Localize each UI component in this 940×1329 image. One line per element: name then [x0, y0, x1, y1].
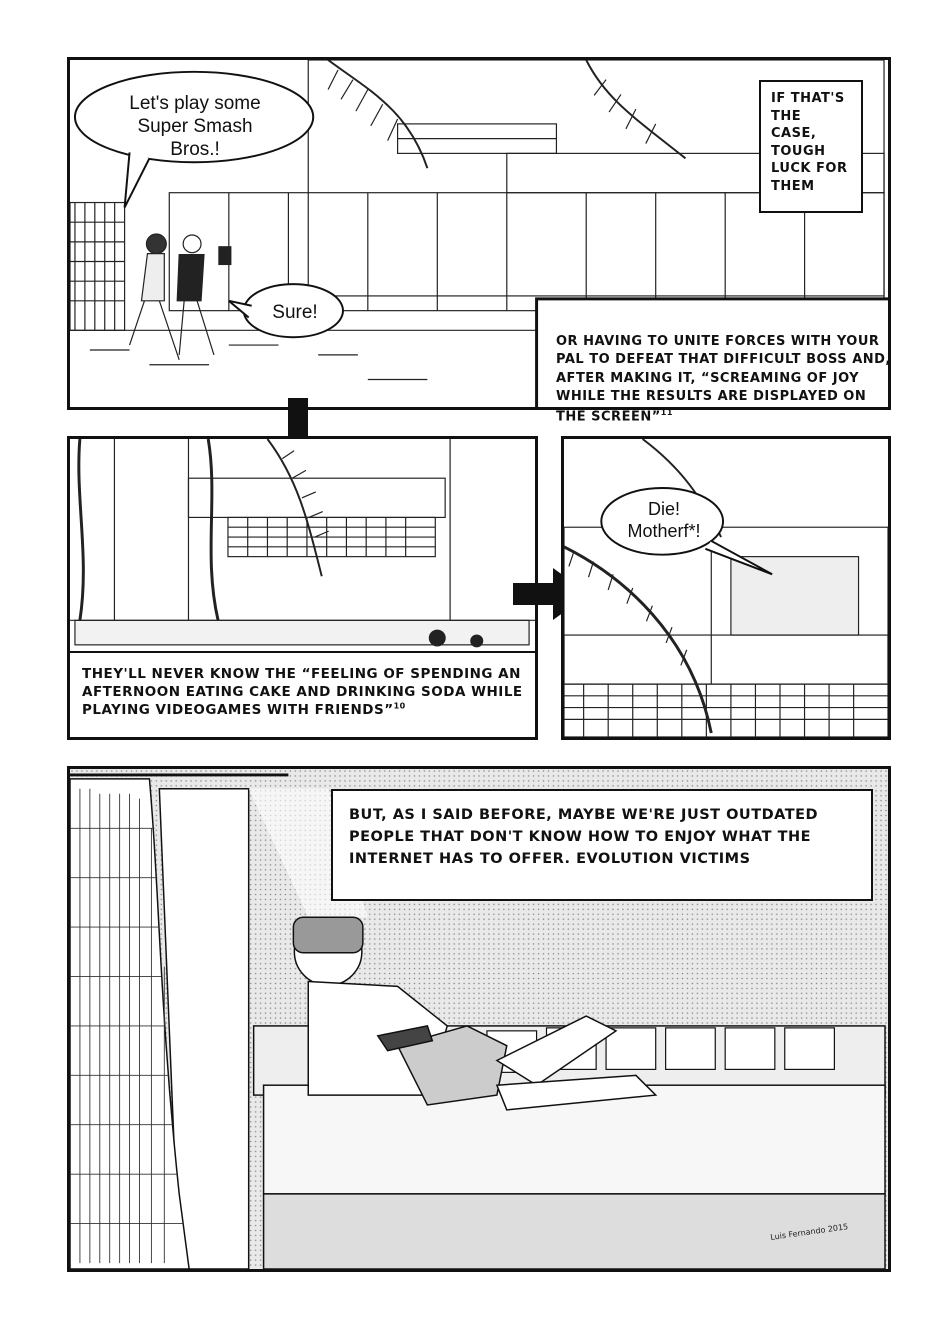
caption-tough-luck: IF THAT'S THE CASE, TOUGH LUCK FOR THEM [759, 80, 863, 213]
panel-3 [561, 436, 891, 740]
panel-2 [67, 436, 538, 740]
footnote-10: 10 [393, 701, 406, 711]
caption-never-know-text: THEY'LL NEVER KNOW THE “FEELING OF SPENDING AN AFTERNOON EATING CAKE AND DRINKING SODA WHILE PLAYING VIDEOGAMES WITH FRIENDS” [82, 666, 523, 719]
caption-unite-forces [556, 333, 896, 427]
speech-bubble-die: Die! Motherf*! [627, 499, 701, 541]
caption-never-know [70, 651, 535, 737]
panel-3-artwork [564, 439, 888, 737]
footnote-11: 11 [660, 407, 673, 417]
caption-unite-forces-text: OR HAVING TO UNITE FORCES WITH YOUR PAL TO DEFEAT THAT DIFFICULT BOSS AND, AFTER MAKING IT, “SCREAMING OF JOY WHILE THE RESULTS ARE DISPLAYED ON THE SCREEN” [556, 334, 891, 425]
speech-bubble-lets-play: Let's play some Super Smash Bros.! [129, 93, 261, 160]
panel-4 [67, 766, 891, 1272]
caption-outdated-people: BUT, AS I SAID BEFORE, MAYBE WE'RE JUST OUTDATED PEOPLE THAT DON'T KNOW HOW TO ENJOY WHAT THE INTERNET HAS TO OFFER. EVOLUTION VICTIMS [331, 789, 873, 901]
artist-signature: Luis Fernando 2015 [769, 1222, 849, 1242]
speech-bubble-sure: Sure! [272, 302, 318, 323]
